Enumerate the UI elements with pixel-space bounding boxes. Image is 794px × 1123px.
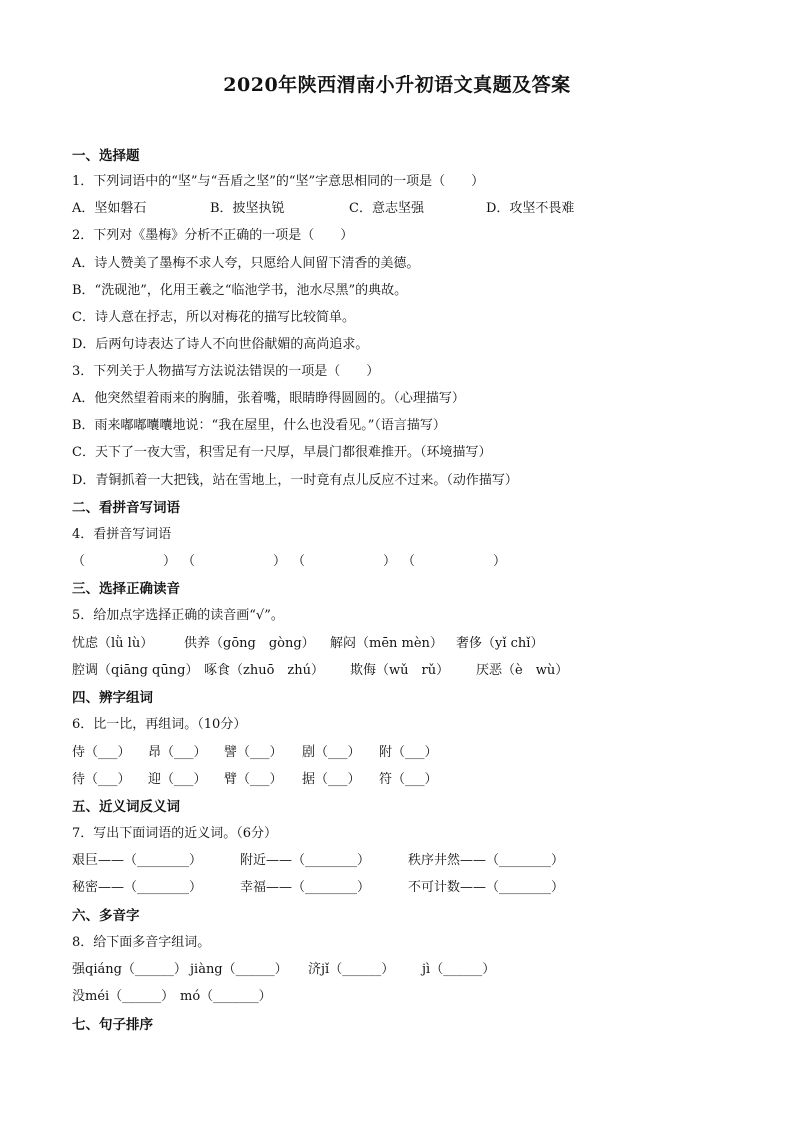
polyphone-item: 强qiáng（______） <box>72 962 187 977</box>
synonym-item: 秘密——（________） <box>72 880 203 895</box>
polyphone-item: jì（______） <box>422 962 496 977</box>
section-heading-choice: 一、选择题 <box>72 148 140 164</box>
question-1-option-a: A．坚如磐石 <box>72 201 147 216</box>
section-heading-synonyms: 五、近义词反义词 <box>72 799 180 815</box>
question-6-stem: 6．比一比，再组词。（10分） <box>72 717 247 732</box>
answer-blank: （ ） <box>72 554 177 569</box>
pronunciation-item: 奢侈（yǐ chǐ） <box>456 636 544 651</box>
question-3-option-a: A．他突然望着雨来的胸脯，张着嘴，眼睛睁得圆圆的。（心理描写） <box>72 391 465 406</box>
synonym-item: 艰巨——（________） <box>72 853 203 868</box>
question-3-stem: 3．下列关于人物描写方法说法错误的一项是（ ） <box>72 364 380 379</box>
question-3-option-d: D．青铜抓着一大把钱，站在雪地上，一时竟有点儿反应不过来。（动作描写） <box>72 473 518 488</box>
polyphone-item: mó（_______） <box>180 989 272 1004</box>
section-heading-pronunciation: 三、选择正确读音 <box>72 581 180 597</box>
question-7-stem: 7．写出下面词语的近义词。（6分） <box>72 826 278 841</box>
answer-blank: （ ） <box>402 554 507 569</box>
question-2-option-d: D．后两句诗表达了诗人不向世俗献媚的高尚追求。 <box>72 337 369 352</box>
question-1-option-d: D．攻坚不畏难 <box>486 201 575 216</box>
question-5-stem: 5．给加点字选择正确的读音画“√”。 <box>72 608 284 623</box>
polyphone-item: 济jǐ（______） <box>308 962 395 977</box>
synonym-item: 附近——（________） <box>240 853 371 868</box>
synonym-item: 秩序井然——（________） <box>408 853 565 868</box>
question-2-option-c: C．诗人意在抒志，所以对梅花的描写比较简单。 <box>72 310 355 325</box>
section-heading-characters: 四、辨字组词 <box>72 690 153 706</box>
pronunciation-item: 啄食（zhuō zhú） <box>204 663 325 678</box>
question-2-stem: 2．下列对《墨梅》分析不正确的一项是（ ） <box>72 228 354 243</box>
word-blank-item: 昂（___） <box>148 745 207 760</box>
page-title: 2020年陕西渭南小升初语文真题及答案 <box>223 74 571 96</box>
pronunciation-item: 厌恶（è wù） <box>476 663 569 678</box>
question-3-option-b: B．雨来嘟嘟囔囔地说：“我在屋里，什么也没看见。”（语言描写） <box>72 418 446 433</box>
pronunciation-item: 解闷（mēn mèn） <box>330 636 443 651</box>
pronunciation-item: 欺侮（wǔ rǔ） <box>350 663 450 678</box>
question-2-option-b: B．“洗砚池”，化用王羲之“临池学书，池水尽黑”的典故。 <box>72 283 408 298</box>
word-blank-item: 符（___） <box>379 772 438 787</box>
word-blank-item: 据（___） <box>302 772 361 787</box>
pronunciation-item: 忧虑（lǜ lù） <box>72 636 154 651</box>
polyphone-item: jiàng（______） <box>190 962 288 977</box>
pronunciation-item: 腔调（qiāng qūng） <box>72 663 199 678</box>
answer-blank: （ ） <box>182 554 287 569</box>
word-blank-item: 附（___） <box>379 745 438 760</box>
question-1-stem: 1．下列词语中的“坚”与“吾盾之坚”的“坚”字意思相同的一项是（ ） <box>72 174 485 189</box>
pronunciation-item: 供养（gōng gòng） <box>184 636 315 651</box>
question-2-option-a: A．诗人赞美了墨梅不求人夸，只愿给人间留下清香的美德。 <box>72 256 420 271</box>
word-blank-item: 臂（___） <box>224 772 283 787</box>
synonym-item: 不可计数——（________） <box>408 880 565 895</box>
question-1-option-c: C．意志坚强 <box>349 201 424 216</box>
question-4-stem: 4．看拼音写词语 <box>72 527 172 542</box>
polyphone-item: 没méi（______） <box>72 989 175 1004</box>
word-blank-item: 侍（___） <box>72 745 131 760</box>
section-heading-sentence-order: 七、句子排序 <box>72 1017 153 1033</box>
question-3-option-c: C．天下了一夜大雪，积雪足有一尺厚，早晨门都很难推开。（环境描写） <box>72 445 492 460</box>
answer-blank: （ ） <box>292 554 397 569</box>
section-heading-polyphones: 六、多音字 <box>72 908 140 924</box>
synonym-item: 幸福——（________） <box>240 880 371 895</box>
word-blank-item: 待（___） <box>72 772 131 787</box>
word-blank-item: 迎（___） <box>148 772 207 787</box>
question-8-stem: 8．给下面多音字组词。 <box>72 935 211 950</box>
section-heading-pinyin: 二、看拼音写词语 <box>72 500 180 516</box>
word-blank-item: 剧（___） <box>302 745 361 760</box>
question-1-option-b: B．披坚执锐 <box>210 201 285 216</box>
word-blank-item: 譬（___） <box>224 745 283 760</box>
